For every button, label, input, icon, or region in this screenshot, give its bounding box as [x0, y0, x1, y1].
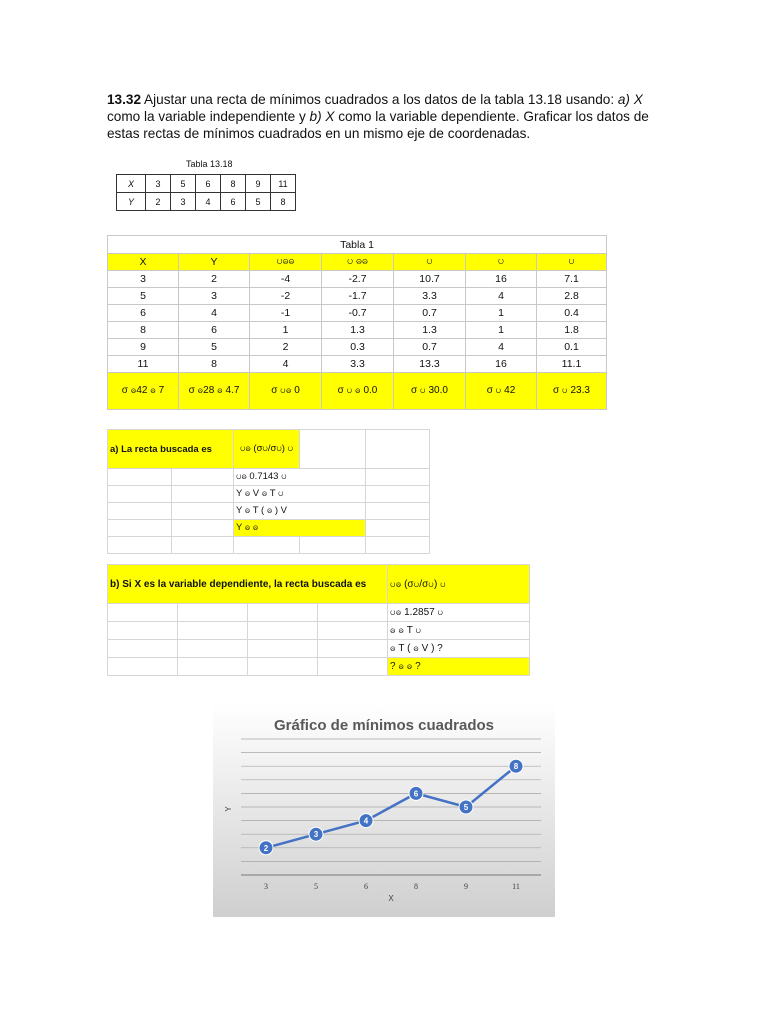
cell [108, 604, 178, 622]
part-b-line-1: ဓ ဓ T ပ [388, 622, 530, 640]
cell: 5 [108, 288, 179, 305]
column-header: ပ [394, 254, 466, 271]
cell [300, 537, 366, 554]
cell: 1 [466, 322, 537, 339]
cell [248, 622, 318, 640]
cell: 3 [171, 193, 196, 211]
cell: 8 [221, 175, 246, 193]
part-a-slope: ပဓ 0.7143 ပ [234, 469, 366, 486]
cell [248, 640, 318, 658]
table-sum-row [108, 373, 607, 410]
cell [366, 486, 430, 503]
part-b-slope: ပဓ 1.2857 ပ [388, 604, 530, 622]
cell [108, 640, 178, 658]
least-squares-chart [213, 703, 555, 917]
problem-number: 13.32 [107, 92, 142, 107]
sum-cell: σ ဓ28 ဓ 4.7 [179, 373, 250, 410]
cell: 3.3 [322, 356, 394, 373]
cell [178, 658, 248, 676]
table-row [108, 604, 530, 622]
cell: 11 [271, 175, 296, 193]
cell: 2 [250, 339, 322, 356]
part-a-formula: ပဓ (σပ/σပ) ပ [234, 430, 300, 469]
cell [300, 430, 366, 469]
cell: 1.3 [394, 322, 466, 339]
table-row [108, 622, 530, 640]
problem-text-1: Ajustar una recta de mínimos cuadrados a los datos de la tabla 13.18 usando: [141, 92, 618, 107]
cell [178, 622, 248, 640]
cell: 5 [246, 193, 271, 211]
table-row [108, 305, 607, 322]
cell: 3 [146, 175, 171, 193]
x-axis-label: X [388, 894, 394, 903]
cell: 3.3 [394, 288, 466, 305]
cell: 4 [196, 193, 221, 211]
data-label: 4 [363, 816, 369, 826]
table-row [108, 469, 430, 486]
cell: -1.7 [322, 288, 394, 305]
chart-title: Gráfico de mínimos cuadrados [273, 717, 495, 734]
cell [234, 537, 300, 554]
table-row [108, 288, 607, 305]
part-b-var: X [321, 109, 335, 124]
table-row [108, 430, 430, 469]
table-row [108, 565, 530, 604]
column-header: ပ ဓ​ဓ [322, 254, 394, 271]
part-b-result: ? ဓ ဓ ? [388, 658, 530, 676]
cell: 2 [179, 271, 250, 288]
part-b-line-2: ဓ T ( ဓ V ) ? [388, 640, 530, 658]
cell [172, 503, 234, 520]
cell: 0.7 [394, 339, 466, 356]
cell [178, 640, 248, 658]
cell: 2 [146, 193, 171, 211]
table-row [117, 193, 296, 211]
cell: 9 [246, 175, 271, 193]
cell: 3 [108, 271, 179, 288]
part-a-result: Y ဓ ဓ [234, 520, 366, 537]
cell [108, 520, 172, 537]
cell: 6 [108, 305, 179, 322]
table-row [117, 175, 296, 193]
cell [248, 658, 318, 676]
x-tick-label: 5 [314, 882, 318, 891]
part-a-line-2: Y ဓ T ( ဓ ) V [234, 503, 366, 520]
cell: -2.7 [322, 271, 394, 288]
problem-text-2: como la variable independiente y [107, 109, 310, 124]
tabla-1318 [116, 174, 296, 211]
row-label: X [117, 175, 146, 193]
part-a-var: X [629, 92, 643, 107]
cell: 6 [196, 175, 221, 193]
cell [366, 430, 430, 469]
data-label: 6 [413, 789, 419, 799]
table-row [108, 503, 430, 520]
data-label: 5 [463, 803, 469, 812]
cell [366, 520, 430, 537]
cell [248, 604, 318, 622]
table-title: Tabla 1 [108, 236, 607, 254]
cell [172, 486, 234, 503]
cell: 11 [108, 356, 179, 373]
cell: 2.8 [537, 288, 607, 305]
table-row [108, 640, 530, 658]
cell: 5 [171, 175, 196, 193]
cell [318, 640, 388, 658]
problem-statement [107, 91, 662, 142]
cell: -0.7 [322, 305, 394, 322]
tabla-1318-title: Tabla 13.18 [186, 159, 233, 169]
cell [108, 503, 172, 520]
cell: 10.7 [394, 271, 466, 288]
sum-cell: σ ဓ42 ဓ 7 [108, 373, 179, 410]
cell: 4 [466, 339, 537, 356]
cell: -2 [250, 288, 322, 305]
cell: 0.1 [537, 339, 607, 356]
cell: 0.4 [537, 305, 607, 322]
table-row [108, 537, 430, 554]
column-header: Y [179, 254, 250, 271]
x-tick-label: 9 [464, 882, 468, 891]
part-b-label: b) [309, 109, 322, 124]
cell: 4 [250, 356, 322, 373]
column-header: ပ [537, 254, 607, 271]
table-row [108, 322, 607, 339]
cell: -4 [250, 271, 322, 288]
part-b-label: b) Si X es la variable dependiente, la recta buscada es [108, 565, 388, 604]
data-label: 8 [513, 762, 519, 772]
tabla-1 [107, 235, 607, 410]
cell: 1.8 [537, 322, 607, 339]
cell: 16 [466, 271, 537, 288]
data-label: 2 [263, 843, 269, 853]
x-tick-label: 6 [364, 882, 368, 891]
cell: 0.3 [322, 339, 394, 356]
cell: -1 [250, 305, 322, 322]
cell: 8 [108, 322, 179, 339]
cell: 11.1 [537, 356, 607, 373]
x-tick-label: 8 [414, 882, 418, 891]
table-row [108, 658, 530, 676]
cell: 5 [179, 339, 250, 356]
table-row [108, 356, 607, 373]
column-header: ပဓ​ဓ [250, 254, 322, 271]
part-b-formula: ပဓ (σပ/σပ) ပ [388, 565, 530, 604]
cell: 0.7 [394, 305, 466, 322]
cell: 1 [250, 322, 322, 339]
cell: 7.1 [537, 271, 607, 288]
cell [172, 520, 234, 537]
cell [108, 537, 172, 554]
cell [366, 469, 430, 486]
table-header-row [108, 254, 607, 271]
cell [318, 622, 388, 640]
x-tick-label: 3 [264, 882, 268, 891]
cell: 4 [179, 305, 250, 322]
sum-cell: σ ပ 30.0 [394, 373, 466, 410]
table-row [108, 339, 607, 356]
cell: 16 [466, 356, 537, 373]
column-header: ပ [466, 254, 537, 271]
sum-cell: σ ပ 23.3 [537, 373, 607, 410]
table-row [108, 486, 430, 503]
cell: 6 [179, 322, 250, 339]
cell [318, 658, 388, 676]
part-a-line-1: Y ဓ V ဓ T ပ [234, 486, 366, 503]
table-row [108, 271, 607, 288]
cell [366, 503, 430, 520]
y-axis-label: Y [224, 806, 233, 812]
cell: 3 [179, 288, 250, 305]
x-tick-label: 11 [512, 882, 520, 891]
problem-text-3: como la variable dependiente. Graficar los datos de estas rectas de mínimos cuadrados en un mismo eje de coordenadas. [107, 109, 649, 141]
table-title-row [108, 236, 607, 254]
cell: 6 [221, 193, 246, 211]
cell [172, 469, 234, 486]
cell: 4 [466, 288, 537, 305]
cell [318, 604, 388, 622]
cell: 1 [466, 305, 537, 322]
part-b-table [107, 564, 530, 676]
cell: 1.3 [322, 322, 394, 339]
part-a-label: a) La recta buscada es [108, 430, 234, 469]
data-label: 3 [313, 830, 319, 840]
cell [108, 622, 178, 640]
cell [178, 604, 248, 622]
sum-cell: σ ပ ဓ 0.0 [322, 373, 394, 410]
table-row [108, 520, 430, 537]
cell: 9 [108, 339, 179, 356]
cell: 8 [271, 193, 296, 211]
cell [366, 537, 430, 554]
part-a-table [107, 429, 430, 554]
cell [172, 537, 234, 554]
row-label: Y [117, 193, 146, 211]
cell [108, 469, 172, 486]
sum-cell: σ ပဓ 0 [250, 373, 322, 410]
cell: 13.3 [394, 356, 466, 373]
column-header: X [108, 254, 179, 271]
cell: 8 [179, 356, 250, 373]
sum-cell: σ ပ 42 [466, 373, 537, 410]
part-a-label: a) [617, 92, 630, 107]
cell [108, 486, 172, 503]
cell [108, 658, 178, 676]
